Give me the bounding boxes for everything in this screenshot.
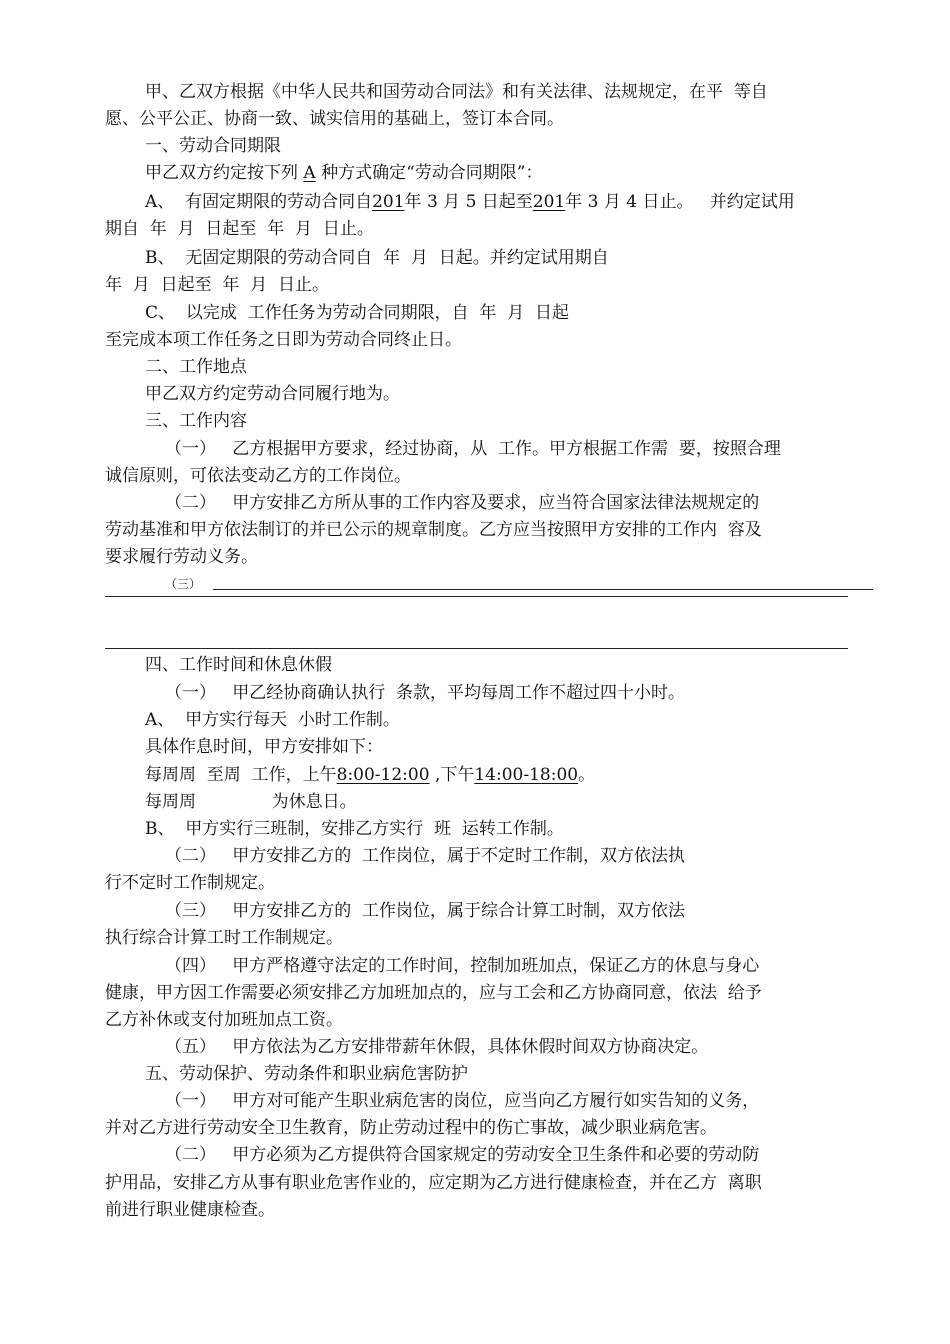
- section-4-item-5: （五） 甲方依法为乙方安排带薪年休假，具体休假时间双方协商决定。: [165, 1037, 709, 1057]
- section-5-item-2-line-2: 护用品，安排乙方从事有职业危害作业的，应定期为乙方进行健康检查，并在乙方 离职: [105, 1173, 762, 1193]
- section-4-weekly-hours: [145, 762, 850, 788]
- section-4-item-4-line-3: 乙方补休或支付加班加点工资。: [105, 1010, 343, 1030]
- section-4-option-a: A、 甲方实行每天 小时工作制。: [145, 710, 400, 730]
- section-1-choice-line: [145, 160, 850, 186]
- section-4-title: 四、工作时间和休息休假: [145, 655, 332, 675]
- section-3-item-2-line-3: 要求履行劳动义务。: [105, 547, 258, 567]
- blank-rule-2: [105, 648, 848, 649]
- morning-hours: 8:00-12:00: [336, 765, 430, 785]
- section-3-item-1-line-1: （一） 乙方根据甲方要求，经过协商，从 工作。甲方根据工作需 要，按照合理: [165, 439, 781, 459]
- choice-mark: A: [303, 163, 316, 183]
- section-2-body: 甲乙双方约定劳动合同履行地为。: [145, 384, 400, 404]
- section-3-item-3-line: [165, 571, 850, 597]
- section-4-item-3-line-2: 执行综合计算工时工作制规定。: [105, 928, 343, 948]
- section-1-option-b-line-1: B、 无固定期限的劳动合同自 年 月 日起。并约定试用期自: [145, 248, 609, 268]
- afternoon-hours: 14:00-18:00: [474, 765, 579, 785]
- section-1-option-a-line-1: [145, 189, 850, 215]
- section-3-item-2-line-1: （二） 甲方安排乙方所从事的工作内容及要求，应当符合国家法律法规规定的: [165, 493, 760, 513]
- section-4-item-4-line-2: 健康，甲方因工作需要必须安排乙方加班加点的，应与工会和乙方协商同意，依法 给予: [105, 983, 762, 1003]
- section-3-item-1-line-2: 诚信原则，可依法变动乙方的工作岗位。: [105, 466, 411, 486]
- intro-paragraph-line-2: 愿、公平公正、协商一致、诚实信用的基础上，签订本合同。: [105, 109, 564, 129]
- section-5-item-2-line-1: （二） 甲方必须为乙方提供符合国家规定的劳动安全卫生条件和必要的劳动防: [165, 1145, 760, 1165]
- section-1-option-c-line-2: 至完成本项工作任务之日即为劳动合同终止日。: [105, 330, 462, 350]
- section-4-item-2-line-2: 行不定时工作制规定。: [105, 873, 275, 893]
- choice-text-a: 甲乙双方约定按下列: [145, 163, 304, 183]
- section-3-title: 三、工作内容: [145, 411, 247, 431]
- option-a-year-1: 201: [372, 192, 405, 212]
- section-5-title: 五、劳动保护、劳动条件和职业病危害防护: [145, 1064, 468, 1084]
- option-a-text-2: 年 3 月 5 日起至: [404, 192, 533, 212]
- blank-rule-1: [105, 596, 848, 597]
- section-4-item-2-line-1: （二） 甲方安排乙方的 工作岗位，属于不定时工作制，双方依法执: [165, 846, 686, 866]
- section-5-item-2-line-3: 前进行职业健康检查。: [105, 1200, 275, 1220]
- section-5-item-1-line-1: （一） 甲方对可能产生职业病危害的岗位，应当向乙方履行如实告知的义务，: [165, 1091, 760, 1111]
- section-4-item-1: （一） 甲乙经协商确认执行 条款，平均每周工作不超过四十小时。: [165, 683, 686, 703]
- option-a-text-1: A、 有固定期限的劳动合同自: [145, 192, 373, 212]
- option-a-text-3: 年 3 月 4 日止。 并约定试用: [565, 192, 795, 212]
- choice-text-b: 种方式确定“劳动合同期限”：: [315, 163, 543, 183]
- intro-paragraph-line-1: 甲、乙双方根据《中华人民共和国劳动合同法》和有关法律、法规规定，在平 等自: [145, 82, 768, 102]
- section-4-option-b: B、 甲方实行三班制，安排乙方实行 班 运转工作制。: [145, 819, 564, 839]
- section-3-item-2-line-2: 劳动基准和甲方依法制订的并已公示的规章制度。乙方应当按照甲方安排的工作内 容及: [105, 520, 762, 540]
- option-a-year-2: 201: [532, 192, 566, 212]
- item-3-label: （三）: [165, 577, 202, 591]
- section-5-item-1-line-2: 并对乙方进行劳动安全卫生教育，防止劳动过程中的伤亡事故，减少职业病危害。: [105, 1118, 717, 1138]
- section-1-option-b-line-2: 年 月 日起至 年 月 日止。: [105, 275, 330, 295]
- section-4-schedule-intro: 具体作息时间，甲方安排如下：: [145, 737, 383, 757]
- section-4-item-4-line-1: （四） 甲方严格遵守法定的工作时间，控制加班加点，保证乙方的休息与身心: [165, 956, 760, 976]
- section-4-item-3-line-1: （三） 甲方安排乙方的 工作岗位，属于综合计算工时制，双方依法: [165, 901, 686, 921]
- weekly-text-3: 。: [578, 765, 596, 785]
- section-1-title: 一、劳动合同期限: [145, 136, 281, 156]
- section-1-option-a-line-2: 期自 年 月 日起至 年 月 日止。: [105, 219, 374, 239]
- section-4-rest-days: 每周周 为休息日。: [145, 792, 357, 812]
- weekly-text-1: 每周周 至周 工作，上午: [145, 765, 337, 785]
- section-1-option-c-line-1: C、 以完成 工作任务为劳动合同期限，自 年 月 日起: [145, 303, 570, 323]
- section-2-title: 二、工作地点: [145, 357, 247, 377]
- weekly-text-2: ,下午: [429, 765, 475, 785]
- fill-in-blank: [213, 573, 873, 590]
